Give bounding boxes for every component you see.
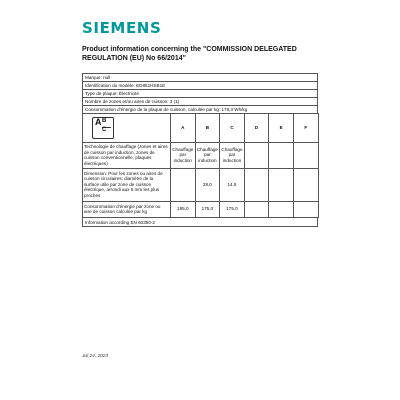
table-row [83,142,319,168]
summary-row: Marque: null [82,73,318,81]
column-header: F [293,114,318,143]
energy-class-icon: A B C [92,117,114,139]
table-cell [244,201,269,217]
table-cell [269,201,294,217]
table-cell [269,168,294,201]
energy-class-icon-cell [83,114,171,143]
row-label: Consommation d'énergie par zone ou aire de cuisson calculée par kg [83,201,171,217]
column-header: B [195,114,220,143]
table-cell: 175,0 [220,201,245,217]
summary-row: Nombre de zones et/ou aires de cuisson: 3 (1) [82,97,318,105]
table-row [83,168,319,201]
siemens-logo: SIEMENS [82,19,162,37]
column-header: D [244,114,269,143]
table-cell: Chauffage par induction [171,142,196,168]
summary-row: Identification du modèle: ED851HSB1E [82,81,318,89]
table-row [83,201,319,217]
table-cell [244,168,269,201]
table-header-row [83,114,319,143]
summary-row: Consommation d'énergie de la plaque de cuisson, calculée par kg: 178,3 Wh/kg [82,105,318,113]
column-header: A [171,114,196,143]
table-cell [171,168,196,201]
document-date: Jul 24, 2023 [82,354,109,359]
table-cell [244,142,269,168]
table-cell: 175,0 [195,201,220,217]
document-title: Product information concerning the "COMMISSION DELEGATED REGULATION (EU) No 66/2014" [82,46,297,62]
table-cell: 28,0 [195,168,220,201]
table-cell [293,142,318,168]
table-cell [293,168,318,201]
standard-note: Information according EN 60350-2 [82,218,318,227]
row-label: Technologie de chauffage (zones et aires de cuisson par induction, zones de cuisson conventionnelle, plaques électriques) [83,142,171,168]
column-header: E [269,114,294,143]
table-cell: Chauffage par induction [195,142,220,168]
product-info-sheet [82,73,318,227]
table-cell: 14,5 [220,168,245,201]
summary-row: Type de plaque: Électricité [82,89,318,97]
zones-table [82,113,319,218]
table-cell: 185,0 [171,201,196,217]
table-cell [293,201,318,217]
table-cell [269,142,294,168]
column-header: C [220,114,245,143]
row-label: Dimension: Pour les zones ou aires de cuisson circulaires: diamètre de la surface utile par zone de cuisson électrique, arrondi aux 5 mm les plus proches [83,168,171,201]
table-cell: Chauffage par induction [220,142,245,168]
